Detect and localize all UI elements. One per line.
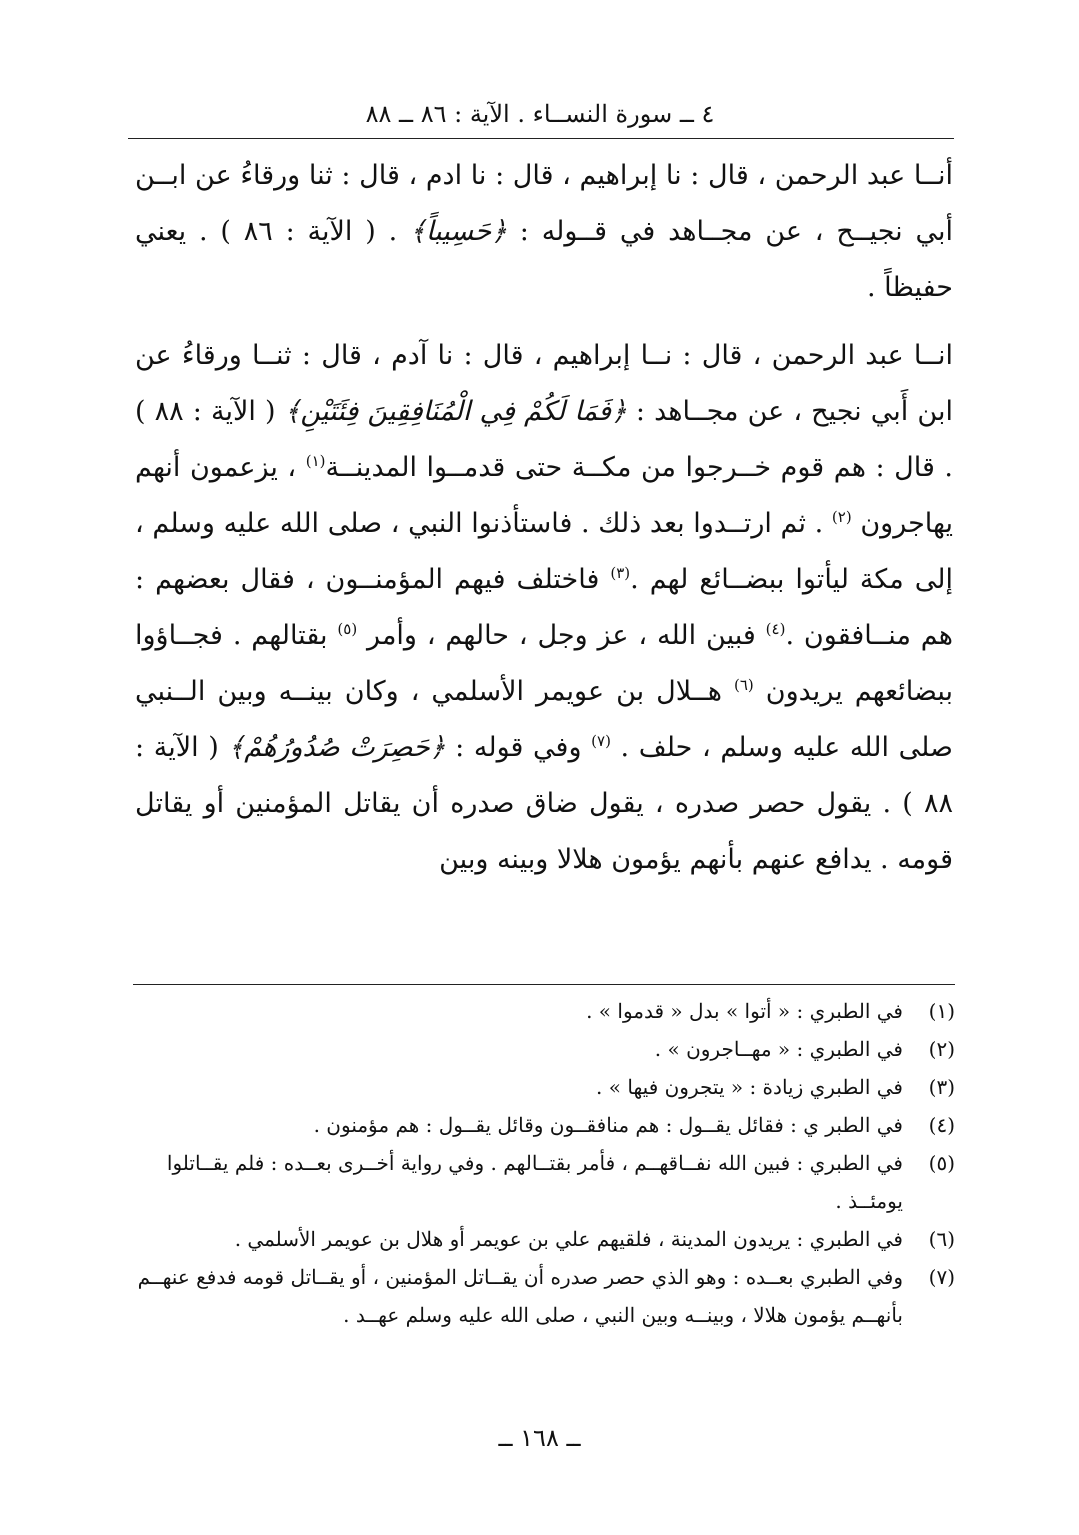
quranic-quote: ﴿حَصِرَتْ صُدُورُهُمْ﴾	[228, 732, 446, 763]
text-run: فبين الله ، عز وجل ، حالهم ، وأمر	[357, 620, 766, 651]
footnote-ref: (٦)	[733, 676, 754, 694]
text-run: بقتالهم . فجــاؤوا ببضائعهم يريدون	[135, 620, 953, 707]
footnote-ref: (٤)	[765, 620, 786, 638]
footnote-number: (٧)	[928, 1265, 955, 1289]
footnote-text: في الطبري : فبين الله نفــاقهــم ، فأمر بقتــالهم . وفي رواية أخــرى بعــده : فلم يقــاتلوا يومئــذ .	[166, 1151, 903, 1213]
text-run: . ( الآية : ٨٦ ) . يعني حفيظاً .	[135, 216, 953, 303]
footnote-ref: (٥)	[337, 620, 358, 638]
footnote-text: في الطبري : « مهــاجرون » .	[654, 1037, 903, 1061]
footnote	[125, 1220, 955, 1258]
footnote	[125, 1258, 955, 1334]
text-run: . ثم ارتــدوا بعد ذلك . فاستأذنوا النبي ، صلى الله عليه وسلم ، إلى مكة ليأتوا ببضــائع لهم .	[135, 508, 953, 595]
footnote-text: في الطبري : « أتوا » بدل « قدموا » .	[586, 999, 903, 1023]
text-run: فاختلف فيهم المؤمنــون ، فقال بعضهم : هم منــافقون .	[135, 564, 954, 651]
footnote	[125, 1106, 955, 1144]
footnote	[125, 1144, 955, 1220]
text-run: انــا عبد الرحمن ، قال : نــا إبراهيم ، قال : نا آدم ، قال : ثنــا ورقاءُ عن ابن أَبي نجيح ، عن مجــاهد :	[135, 340, 953, 427]
footnote	[125, 1030, 955, 1068]
quranic-quote: ﴿فَمَا لَكُمْ فِي الْمُنَافِقِينَ فِئَتَيْنِ﴾	[284, 396, 627, 427]
text-run: ، يزعمون أنهم يهاجرون	[135, 452, 953, 539]
footnote-ref: (٣)	[610, 564, 631, 582]
footnote-divider	[133, 984, 955, 985]
text-run: هــلال بن عويمر الأسلمي ، وكان بينــه وبين الــنبي صلى الله عليه وسلم ، حلف .	[135, 676, 953, 763]
footnote-number: (٤)	[928, 1113, 955, 1137]
main-text	[135, 148, 953, 888]
footnote-number: (١)	[928, 999, 955, 1023]
footnote-number: (٢)	[928, 1037, 955, 1061]
quranic-quote: ﴿حَسِيباً﴾	[410, 216, 507, 247]
footnote	[125, 1068, 955, 1106]
running-header: ٤ ــ سورة النســاء . الآية : ٨٦ ــ ٨٨	[365, 100, 715, 128]
paragraph	[135, 328, 953, 888]
text-run: ( الآية : ٨٨ ) . يقول حصر صدره ، يقول ضاق صدره أن يقاتل المؤمنين أو يقاتل قومه . يدافع عنهم بأنهم يؤمون هلالا وبينه وبين	[135, 732, 953, 875]
header-divider	[128, 138, 954, 139]
footnote-number: (٥)	[928, 1151, 955, 1175]
text-run: ( الآية : ٨٨ ) . قال : هم قوم خــرجوا من مكــة حتى قدمــوا المدينــة	[135, 396, 954, 483]
footnote-number: (٦)	[928, 1227, 955, 1251]
text-run: وفي قوله :	[445, 732, 592, 763]
footnote	[125, 992, 955, 1030]
text-run: أنــا عبد الرحمن ، قال : نا إبراهيم ، قال : نا ادم ، قال : ثنا ورقاءُ عن ابــن أبي نجيــح ، عن مجــاهد في قــوله :	[135, 160, 954, 247]
footnote-ref: (٢)	[831, 508, 852, 526]
footnote-text: في الطبري : يريدون المدينة ، فلقيهم علي بن عويمر أو هلال بن عويمر الأسلمي .	[234, 1227, 903, 1251]
footnote-ref: (١)	[305, 452, 326, 470]
footnote-number: (٣)	[928, 1075, 955, 1099]
footnote-text: وفي الطبري بعــده : وهو الذي حصر صدره أن يقــاتل المؤمنين ، أو يقــاتل قومه فدفع عنهــم بأنهــم يؤمون هلالا ، وبينــه وبين النبي ، صلى الله عليه وسلم عهــد .	[137, 1265, 903, 1327]
footnote-text: في الطبر ي : فقائل يقــول : هم منافقــون وقائل يقــول : هم مؤمنون .	[313, 1113, 903, 1137]
footnotes	[125, 992, 955, 1334]
page-number: ــ ١٦٨ ــ	[498, 1424, 581, 1452]
footnote-text: في الطبري زيادة : « يتجرون فيها » .	[596, 1075, 903, 1099]
paragraph	[135, 148, 953, 316]
footnote-ref: (٧)	[591, 732, 611, 750]
